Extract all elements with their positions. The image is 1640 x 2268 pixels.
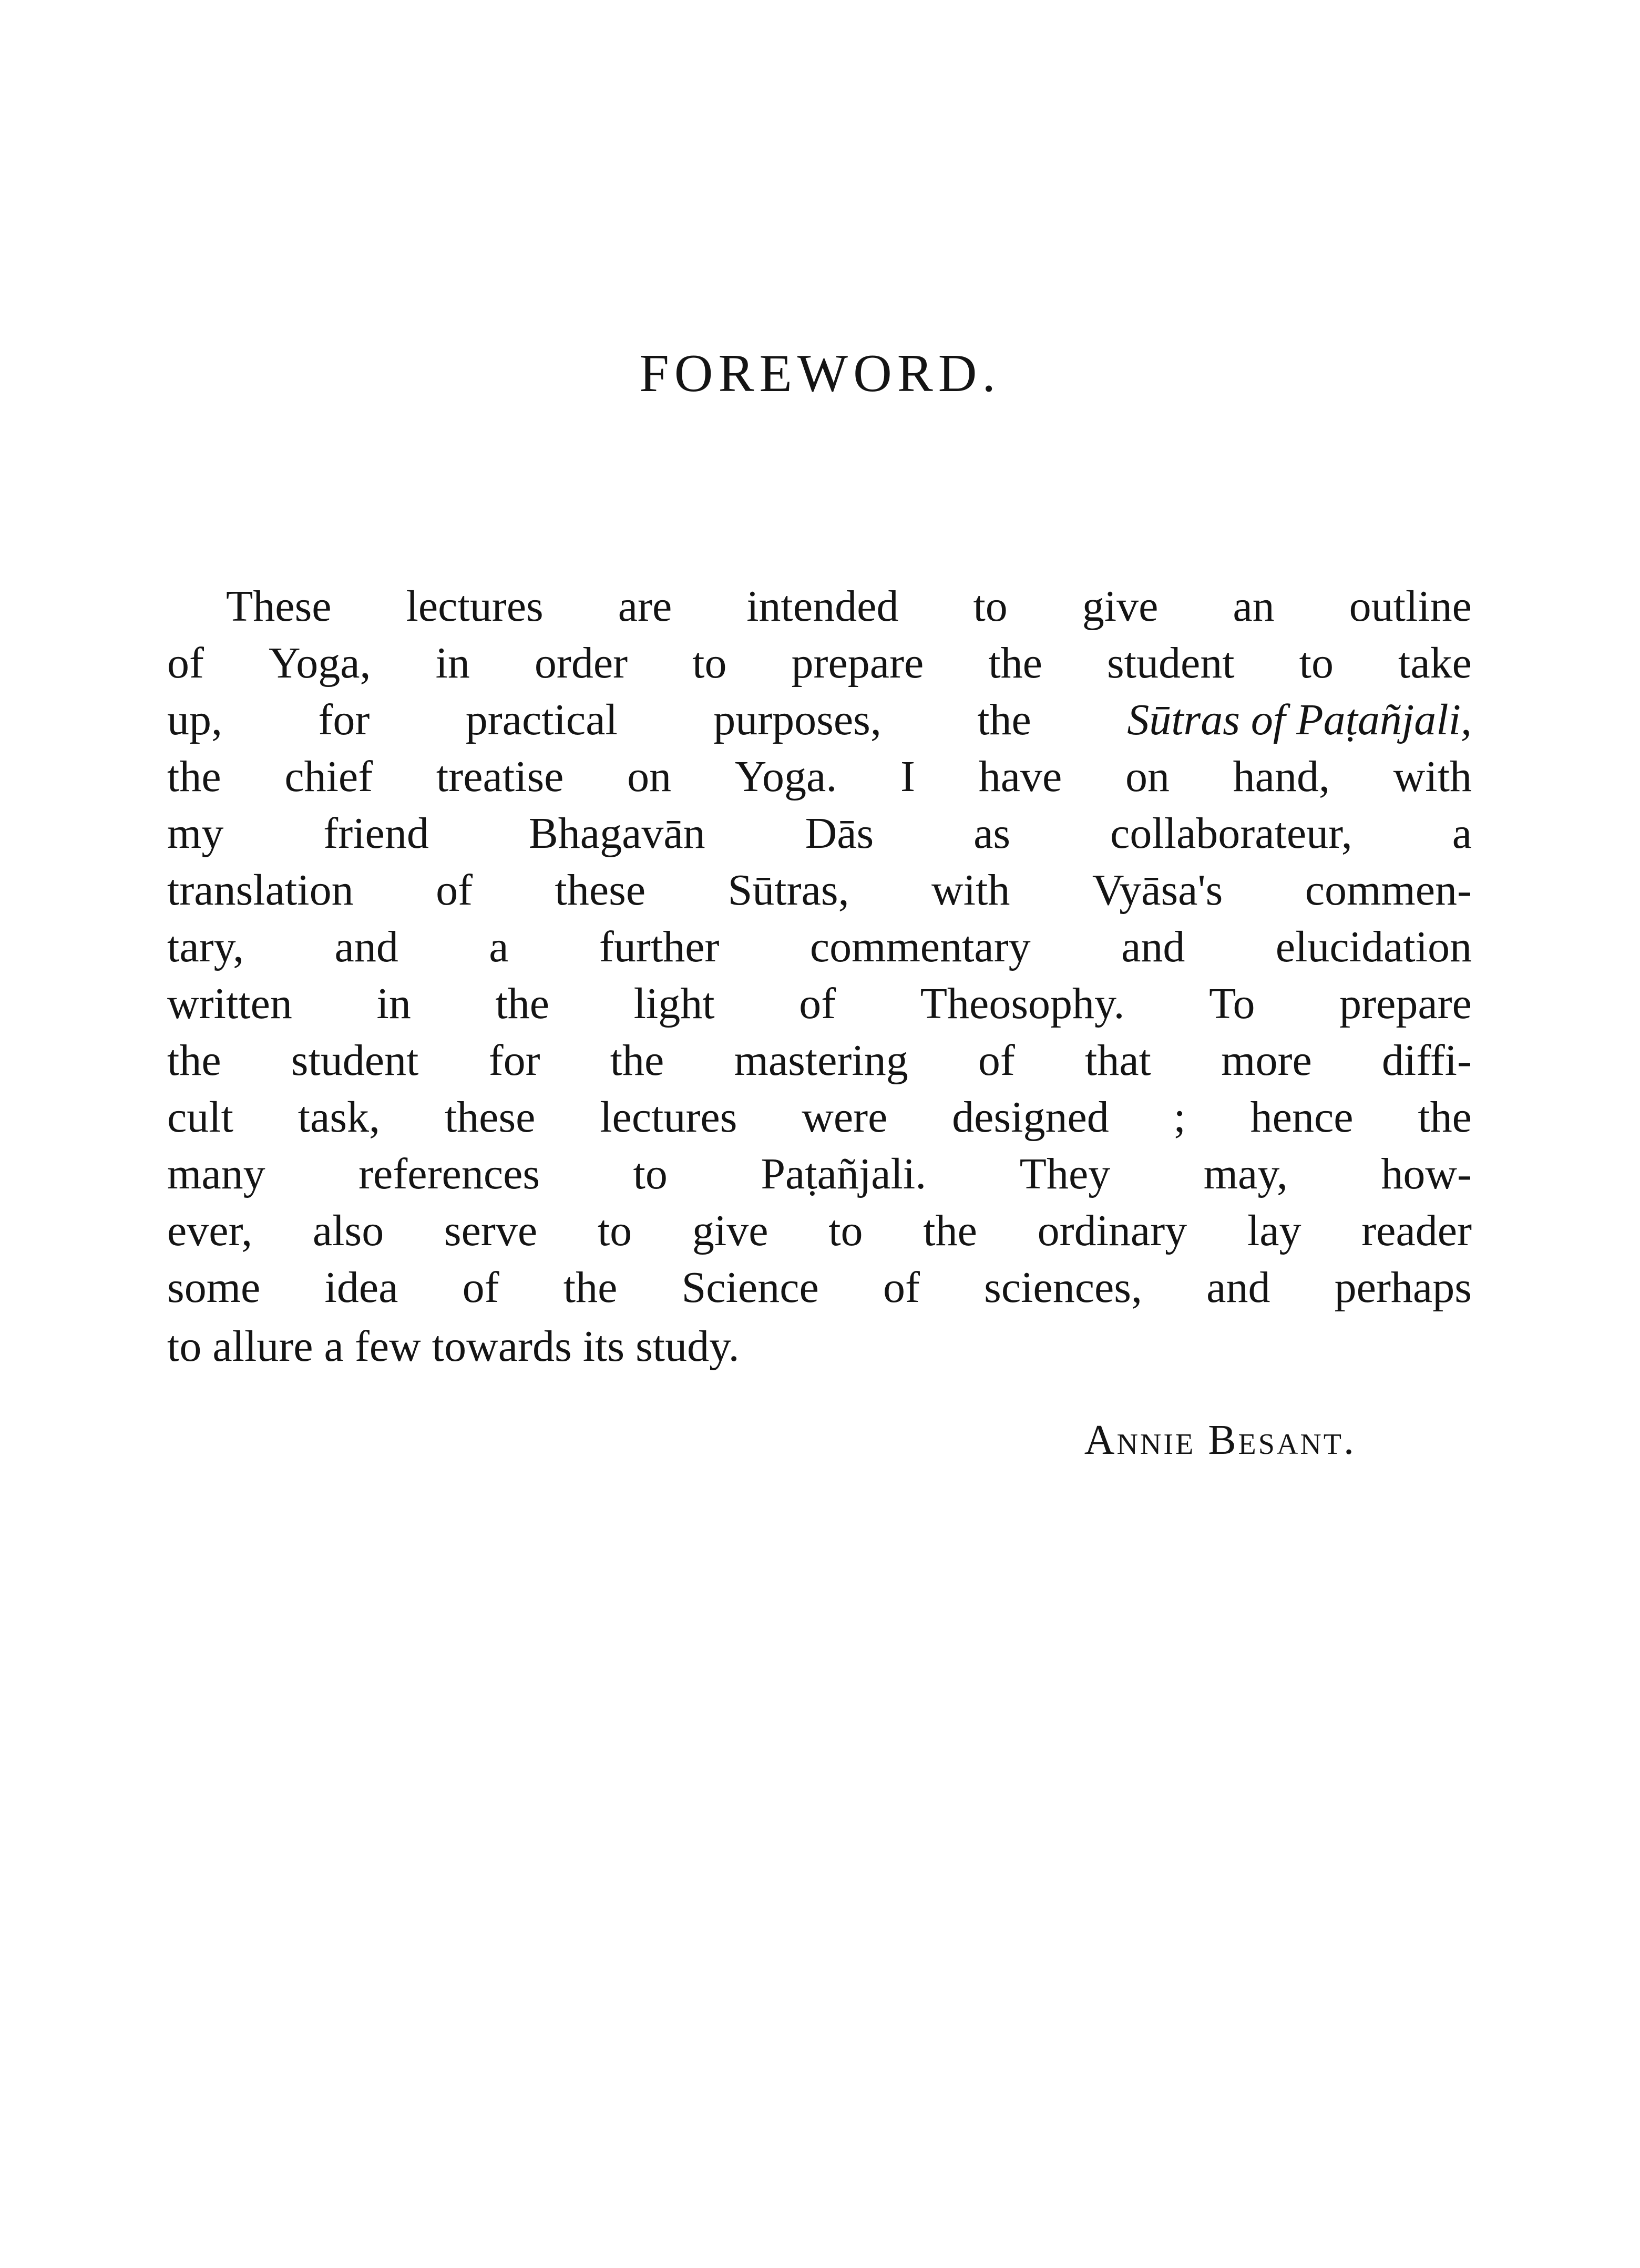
author-signature: Annie Besant. — [1084, 1417, 1356, 1463]
word: to — [633, 1150, 668, 1198]
word: these — [555, 866, 646, 915]
word: references — [358, 1150, 540, 1198]
word: with — [1393, 752, 1472, 801]
word: my — [167, 809, 224, 858]
word: for — [488, 1036, 540, 1085]
word: the — [563, 1263, 618, 1312]
word: mastering — [734, 1036, 908, 1085]
word: on — [627, 752, 672, 801]
word: how- — [1381, 1150, 1472, 1198]
word: light — [633, 979, 715, 1028]
word: purposes, — [713, 695, 882, 744]
word: diffi- — [1381, 1036, 1472, 1085]
word: I — [900, 752, 916, 801]
word: in — [435, 639, 470, 687]
word: that — [1085, 1036, 1151, 1085]
word: have — [978, 752, 1062, 801]
text-line — [167, 1032, 1472, 1089]
word: in — [376, 979, 411, 1028]
word: also — [312, 1206, 384, 1255]
word: Sūtras, — [727, 866, 849, 915]
word: outline — [1349, 582, 1472, 631]
text-line — [167, 805, 1472, 862]
word: of — [883, 1263, 920, 1312]
word: of — [167, 639, 204, 687]
word: and — [334, 922, 398, 971]
word: practical — [465, 695, 618, 744]
word: to — [692, 639, 727, 687]
word: ; — [1173, 1093, 1186, 1142]
word: designed — [952, 1093, 1109, 1142]
word: treatise — [436, 752, 564, 801]
word: task, — [298, 1093, 381, 1142]
word: tary, — [167, 922, 244, 971]
word: translation — [167, 866, 354, 915]
word: lectures — [600, 1093, 737, 1142]
word: Theosophy. — [920, 979, 1125, 1028]
word: up, — [167, 695, 222, 744]
text-line — [167, 976, 1472, 1032]
word: for — [318, 695, 370, 744]
word: Yoga, — [269, 639, 371, 687]
word: the — [1418, 1093, 1472, 1142]
word: commentary — [809, 922, 1031, 971]
word: cult — [167, 1093, 233, 1142]
foreword-paragraph — [167, 578, 1472, 1375]
word: prepare — [1339, 979, 1472, 1028]
word: and — [1121, 922, 1185, 971]
word: Science — [681, 1263, 819, 1312]
text-line — [167, 1146, 1472, 1203]
word: written — [167, 979, 292, 1028]
word: these — [444, 1093, 536, 1142]
word: the — [988, 639, 1042, 687]
word: a — [1452, 809, 1472, 858]
word: to allure a few towards its study. — [167, 1322, 740, 1371]
word: chief — [284, 752, 373, 801]
word: commen- — [1305, 866, 1472, 915]
text-line — [167, 1089, 1472, 1146]
text-line — [167, 862, 1472, 919]
word: They — [1019, 1150, 1111, 1198]
word: the — [167, 752, 221, 801]
word: some — [167, 1263, 261, 1312]
word: serve — [444, 1206, 538, 1255]
word: of — [799, 979, 836, 1028]
word: and — [1206, 1263, 1270, 1312]
text-line — [167, 1318, 1472, 1375]
word: may, — [1203, 1150, 1288, 1198]
word: To — [1209, 979, 1255, 1028]
word: perhaps — [1334, 1263, 1472, 1312]
word: of — [978, 1036, 1015, 1085]
word: prepare — [791, 639, 924, 687]
word: hand, — [1233, 752, 1330, 801]
word: These — [226, 582, 332, 631]
word: with — [931, 866, 1010, 915]
word: intended — [746, 582, 899, 631]
word: reader — [1361, 1206, 1472, 1255]
word: idea — [324, 1263, 398, 1312]
word: many — [167, 1150, 265, 1198]
word: were — [802, 1093, 888, 1142]
word: student — [291, 1036, 419, 1085]
word: more — [1221, 1036, 1312, 1085]
word: are — [618, 582, 672, 631]
text-line — [167, 578, 1472, 635]
word: the — [977, 695, 1031, 744]
word: elucidation — [1275, 922, 1472, 971]
word: take — [1398, 639, 1472, 687]
text-line — [167, 1259, 1472, 1316]
word: Vyāsa's — [1092, 866, 1223, 915]
word: ordinary — [1037, 1206, 1187, 1255]
word: a — [489, 922, 509, 971]
word: lectures — [406, 582, 544, 631]
word: further — [599, 922, 720, 971]
word: lay — [1247, 1206, 1301, 1255]
word: of — [462, 1263, 499, 1312]
word: Bhagavān — [528, 809, 705, 858]
word: the — [495, 979, 550, 1028]
word: student — [1106, 639, 1235, 687]
word: an — [1233, 582, 1275, 631]
word: to — [597, 1206, 632, 1255]
word: the — [923, 1206, 977, 1255]
page-title: FOREWORD. — [639, 344, 1001, 403]
word: sciences, — [984, 1263, 1142, 1312]
word: of — [436, 866, 473, 915]
text-line — [167, 919, 1472, 976]
word: friend — [323, 809, 429, 858]
word: Paṭañjali. — [761, 1150, 927, 1198]
word: to — [1299, 639, 1334, 687]
word: the — [167, 1036, 221, 1085]
word: to — [973, 582, 1008, 631]
text-line — [167, 748, 1472, 805]
word: to — [828, 1206, 863, 1255]
word: hence — [1250, 1093, 1354, 1142]
word: ever, — [167, 1206, 253, 1255]
word: the — [610, 1036, 664, 1085]
word: Yoga. — [734, 752, 837, 801]
text-line — [167, 692, 1472, 748]
text-line — [167, 1203, 1472, 1259]
word: give — [1082, 582, 1159, 631]
word: as — [973, 809, 1011, 858]
italic-title: Sūtras of Paṭañjali, — [1127, 695, 1472, 744]
word: Dās — [805, 809, 874, 858]
word: order — [534, 639, 628, 687]
word: on — [1125, 752, 1170, 801]
word: collaborateur, — [1110, 809, 1352, 858]
word: give — [692, 1206, 768, 1255]
text-line — [167, 635, 1472, 692]
